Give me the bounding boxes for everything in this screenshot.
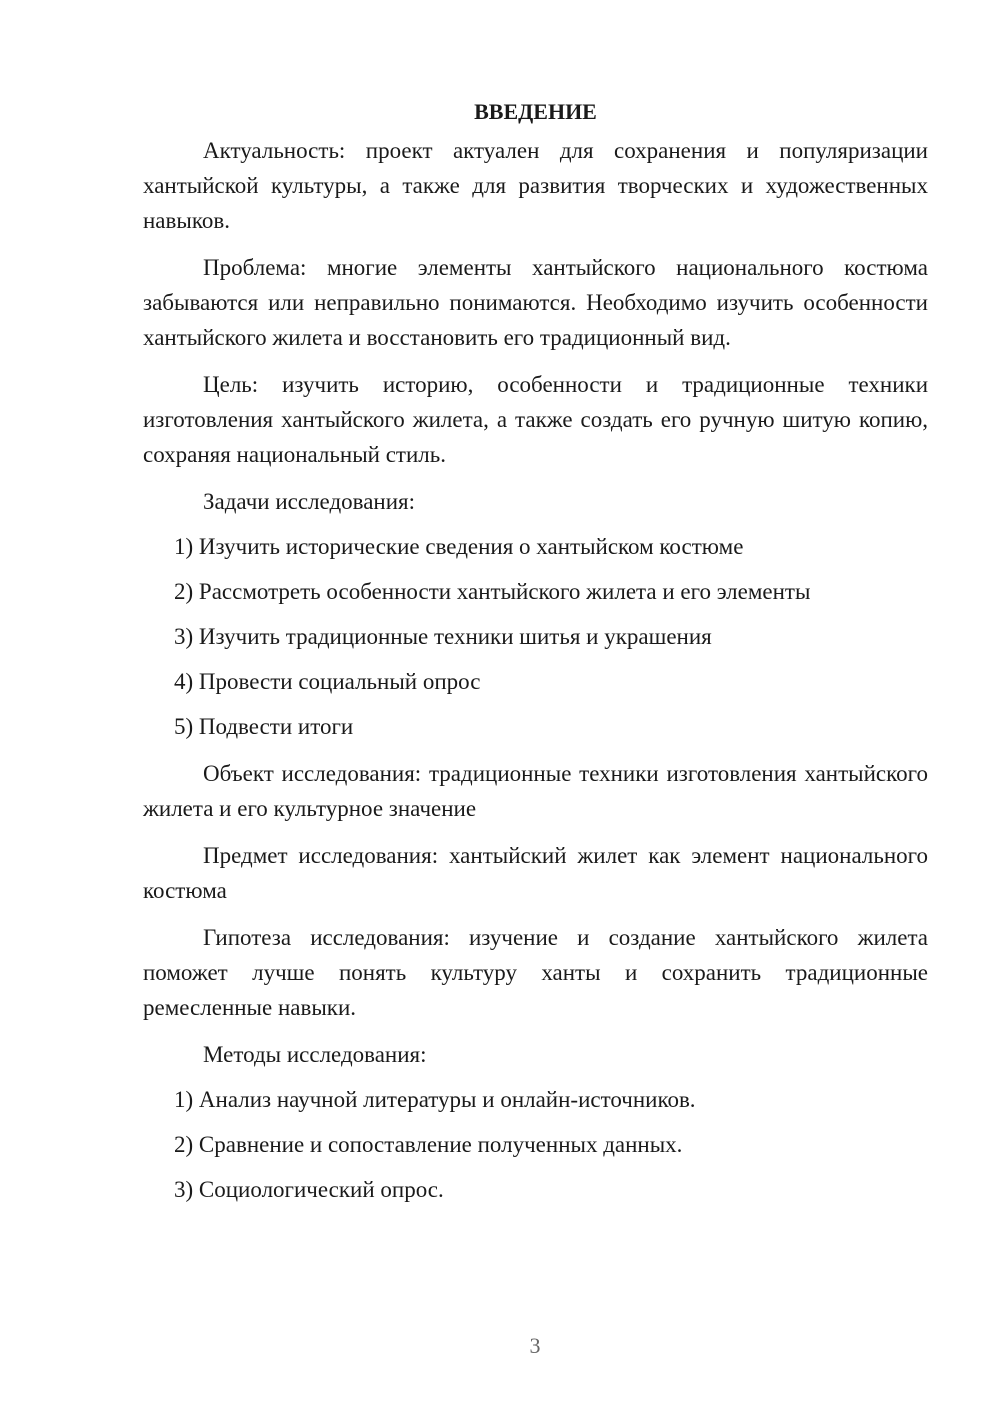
relevance-paragraph: Актуальность: проект актуален для сохранения и популяризации хантыйской культуры, а также для развития творческих и художественных навыков. xyxy=(143,138,928,233)
goal-paragraph: Цель: изучить историю, особенности и традиционные техники изготовления хантыйского жилета, а также создать его ручную шитую копию, сохраняя национальный стиль. xyxy=(143,372,928,467)
section-title: ВВЕДЕНИЕ xyxy=(474,99,597,124)
list-item: 2) Сравнение и сопоставление полученных данных. xyxy=(174,1132,683,1157)
tasks-list xyxy=(143,529,928,744)
page-content xyxy=(143,94,928,1207)
list-item: 3) Изучить традиционные техники шитья и украшения xyxy=(174,624,712,649)
page-number: 3 xyxy=(529,1333,541,1358)
list-item: 5) Подвести итоги xyxy=(174,714,354,739)
object-paragraph: Объект исследования: традиционные техники изготовления хантыйского жилета и его культурное значение xyxy=(143,761,928,821)
subject-paragraph: Предмет исследования: хантыйский жилет как элемент национального костюма xyxy=(143,843,928,903)
methods-list xyxy=(143,1082,928,1207)
list-item: 1) Изучить исторические сведения о хантыйском костюме xyxy=(174,534,744,559)
list-item: 2) Рассмотреть особенности хантыйского жилета и его элементы xyxy=(174,579,811,604)
tasks-heading: Задачи исследования: xyxy=(203,489,416,514)
list-item: 4) Провести социальный опрос xyxy=(174,669,481,694)
problem-paragraph: Проблема: многие элементы хантыйского национального костюма забываются или неправильно понимаются. Необходимо изучить особенности хантыйского жилета и восстановить его традиционный вид. xyxy=(143,255,928,350)
hypothesis-paragraph: Гипотеза исследования: изучение и создание хантыйского жилета поможет лучше понять культуру ханты и сохранить традиционные ремесленные навыки. xyxy=(143,925,928,1020)
methods-heading: Методы исследования: xyxy=(203,1042,427,1067)
list-item: 1) Анализ научной литературы и онлайн-источников. xyxy=(174,1087,696,1112)
list-item: 3) Социологический опрос. xyxy=(174,1177,444,1202)
